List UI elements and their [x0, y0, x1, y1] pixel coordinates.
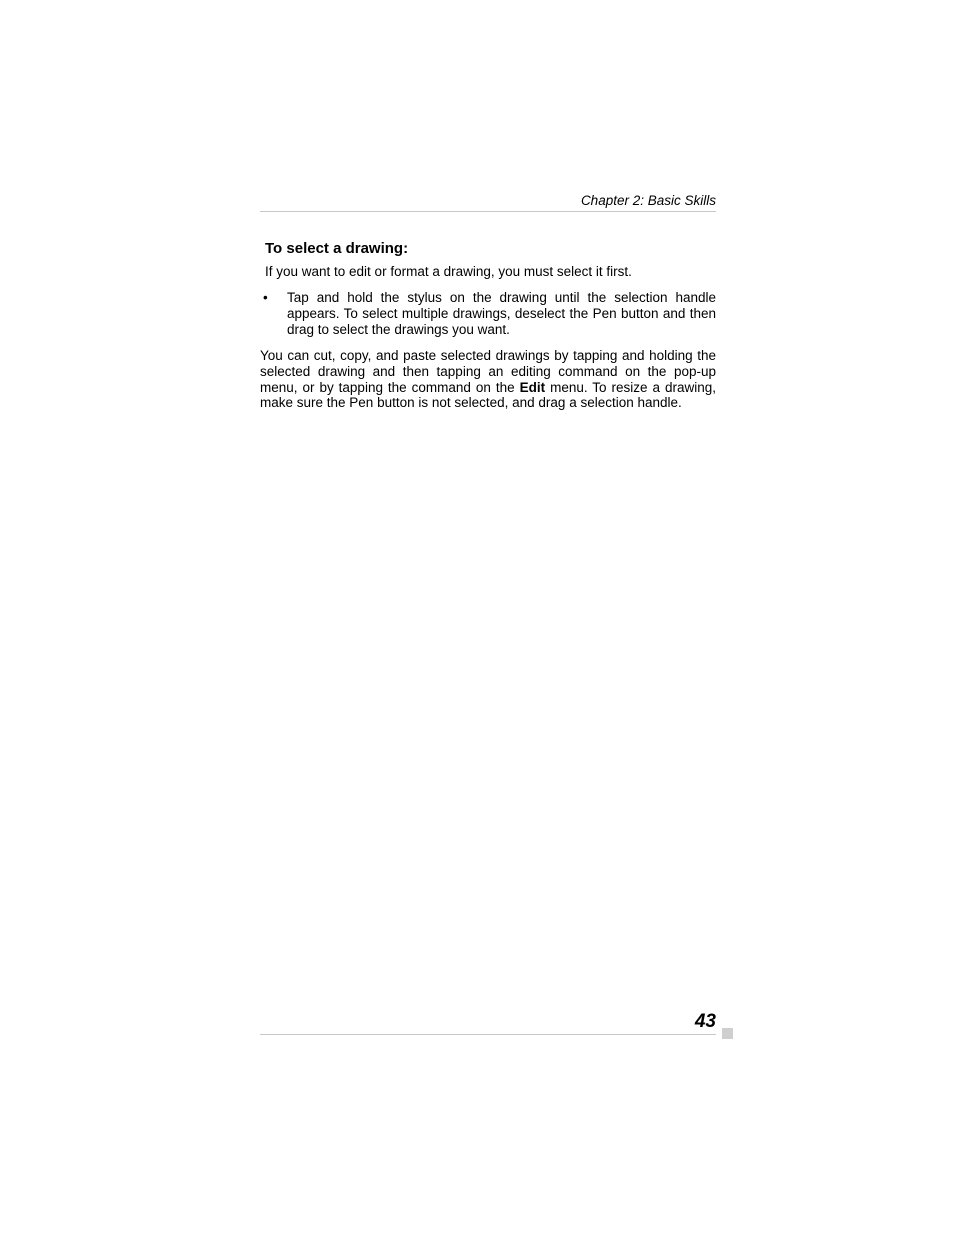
page-number: 43 [694, 1011, 716, 1032]
chapter-header: Chapter 2: Basic Skills [580, 193, 716, 208]
paragraph-text-start: You can cut, copy, and paste selected drawings by tapping and holding the selected drawing and then tapping an editing command on the pop-up menu, or by tapping the command on the [260, 348, 716, 395]
bullet-text: Tap and hold the stylus on the drawing until the selection handle appears. To select multiple drawings, deselect the Pen button and then drag to select the drawings you want. [287, 290, 716, 337]
footer-divider [260, 1034, 716, 1035]
body-paragraph [260, 348, 716, 411]
header-divider [260, 211, 716, 212]
edit-menu-name: Edit [519, 379, 546, 395]
bullet-list-item [260, 290, 716, 338]
page-corner-marker [722, 1028, 733, 1039]
paragraph-text-end: menu. To resize a drawing, make sure the Pen button is not selected, and drag a selection handle. [260, 379, 717, 411]
section-heading: To select a drawing: [265, 240, 409, 257]
intro-text: If you want to edit or format a drawing, you must select it first. [265, 264, 632, 279]
bullet-marker: • [263, 290, 268, 305]
